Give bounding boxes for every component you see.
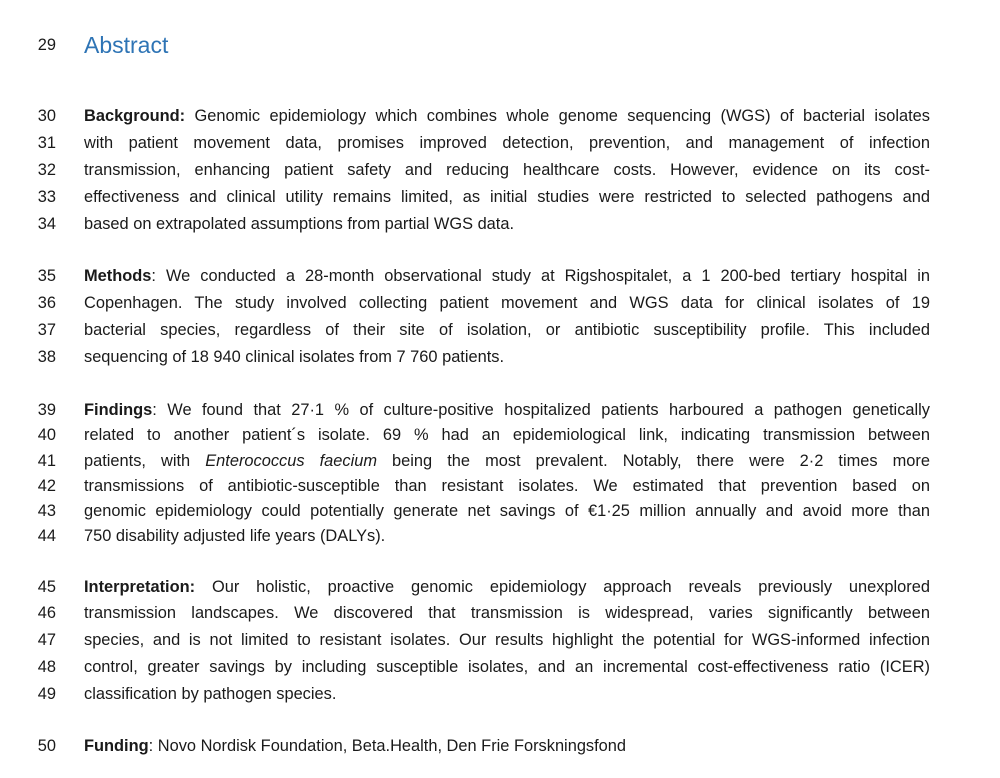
line-number: 46 [37, 604, 56, 622]
text-line [0, 600, 1000, 626]
text-line [0, 681, 1000, 707]
line-text: Interpretation: Our holistic, proactive genomic epidemiology approach reveals previously unexplored [84, 578, 930, 596]
line-number: 50 [37, 737, 56, 755]
line-number: 30 [37, 107, 56, 125]
line-text: control, greater savings by including susceptible isolates, and an incremental cost-effectiveness ratio (ICER) [84, 658, 930, 676]
line-number: 39 [37, 401, 56, 419]
line-text: effectiveness and clinical utility remains limited, as initial studies were restricted to selected pathogens and [84, 188, 930, 206]
line-text: transmission landscapes. We discovered that transmission is widespread, varies significantly between [84, 604, 930, 622]
line-number: 42 [37, 477, 56, 495]
paragraph-heading: Interpretation: [84, 578, 196, 596]
line-number: 36 [37, 294, 56, 312]
line-number: 35 [37, 267, 56, 285]
line-text: classification by pathogen species. [84, 685, 337, 703]
line-text: Copenhagen. The study involved collecting patient movement and WGS data for clinical isolates of 19 [84, 294, 930, 312]
text-line [0, 317, 1000, 343]
line-number: 33 [37, 188, 56, 206]
text-line [0, 290, 1000, 316]
text-line [0, 627, 1000, 653]
line-number: 47 [37, 631, 56, 649]
line-number: 32 [37, 161, 56, 179]
line-number: 45 [37, 578, 56, 596]
line-number: 34 [37, 215, 56, 233]
text-line [0, 157, 1000, 183]
text-line [0, 733, 1000, 759]
line-text: patients, with Enterococcus faecium being the most prevalent. Notably, there were 2·2 times more [84, 452, 931, 470]
line-number: 29 [37, 36, 56, 54]
text-line [0, 130, 1000, 156]
text-line [0, 344, 1000, 370]
text-line [0, 498, 1000, 524]
abstract-title-row [0, 28, 1000, 62]
text-line [0, 103, 1000, 129]
line-text: sequencing of 18 940 clinical isolates from 7 760 patients. [84, 348, 505, 366]
line-number: 44 [37, 527, 56, 545]
section-title: Abstract [84, 32, 169, 58]
line-number: 31 [37, 134, 56, 152]
line-number: 43 [37, 502, 56, 520]
line-number: 37 [37, 321, 56, 339]
line-text: based on extrapolated assumptions from partial WGS data. [84, 215, 515, 233]
text-line [0, 448, 1000, 474]
line-text: bacterial species, regardless of their site of isolation, or antibiotic susceptibility profile. This included [84, 321, 930, 339]
line-text: Methods: We conducted a 28-month observational study at Rigshospitalet, a 1 200-bed tertiary hospital in [84, 267, 930, 285]
species-name: Enterococcus faecium [205, 452, 377, 470]
line-text: 750 disability adjusted life years (DALYs). [84, 527, 386, 545]
line-number: 48 [37, 658, 56, 676]
line-text: Background: Genomic epidemiology which combines whole genome sequencing (WGS) of bacterial isolates [84, 107, 930, 125]
text-line [0, 211, 1000, 237]
text-line [0, 184, 1000, 210]
line-text: species, and is not limited to resistant isolates. Our results highlight the potential for WGS-informed infection [84, 631, 930, 649]
paragraph-heading: Methods [84, 267, 152, 285]
line-number: 41 [37, 452, 56, 470]
line-text: Funding: Novo Nordisk Foundation, Beta.Health, Den Frie Forskningsfond [84, 737, 627, 755]
line-number: 49 [37, 685, 56, 703]
line-text: transmissions of antibiotic-susceptible than resistant isolates. We estimated that prevention based on [84, 477, 930, 495]
text-line [0, 574, 1000, 600]
text-line [0, 473, 1000, 499]
text-line [0, 422, 1000, 448]
line-text: transmission, enhancing patient safety and reducing healthcare costs. However, evidence on its cost- [84, 161, 930, 179]
line-text: with patient movement data, promises improved detection, prevention, and management of infection [84, 134, 930, 152]
line-text: Findings: We found that 27·1 % of culture-positive hospitalized patients harboured a pathogen genetically [84, 401, 930, 419]
text-line [0, 654, 1000, 680]
paragraph-heading: Background: [84, 107, 186, 125]
line-text: related to another patient´s isolate. 69 % had an epidemiological link, indicating transmission between [84, 426, 930, 444]
line-text: genomic epidemiology could potentially generate net savings of €1·25 million annually and avoid more than [84, 502, 930, 520]
text-line [0, 397, 1000, 423]
text-line [0, 523, 1000, 549]
line-number: 40 [37, 426, 56, 444]
paragraph-heading: Funding [84, 737, 149, 755]
text-line [0, 263, 1000, 289]
line-number: 38 [37, 348, 56, 366]
paragraph-heading: Findings [84, 401, 153, 419]
